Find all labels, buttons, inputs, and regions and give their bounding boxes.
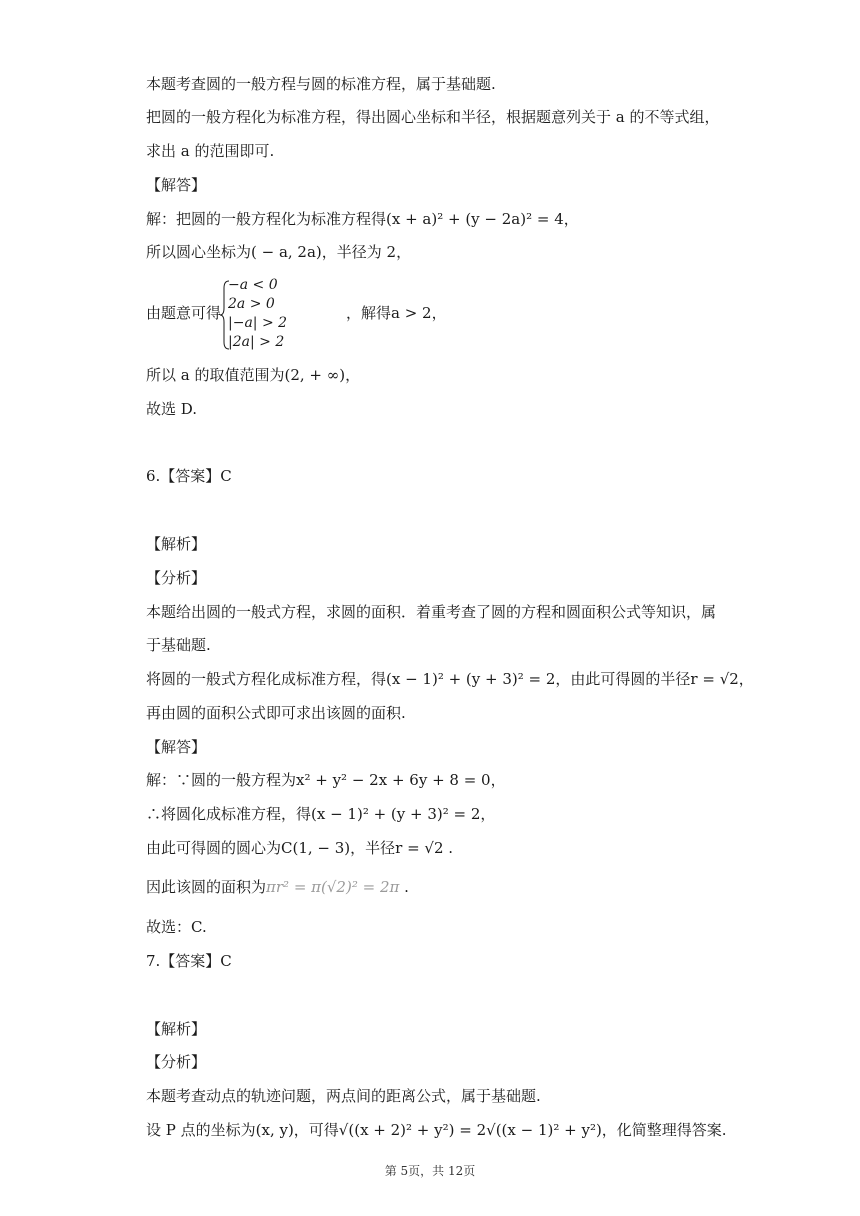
line-8: 所以 a 的取值范围为(2, + ∞)， bbox=[146, 366, 361, 384]
line-13: 本题给出圆的一般式方程，求圆的面积．着重考查了圆的方程和圆面积公式等知识，属 bbox=[146, 603, 717, 621]
line-2: 把圆的一般方程化为标准方程，得出圆心坐标和半径，根据题意列关于 a 的不等式组， bbox=[146, 108, 720, 126]
area-end: . bbox=[399, 878, 409, 896]
line-19: ∴将圆化成标准方程，得(x − 1)² + (y + 3)² = 2， bbox=[146, 805, 496, 823]
section-heading-breakdown: 【分析】 bbox=[146, 569, 207, 587]
system-label: 由题意可得 bbox=[146, 304, 222, 322]
line-27: 设 P 点的坐标为(x, y)，可得√((x + 2)² + y²) = 2√((x − 1)² + y²)，化简整理得答案. bbox=[146, 1121, 727, 1139]
line-9: 故选 D. bbox=[146, 400, 198, 418]
line-22: 故选：C. bbox=[146, 918, 207, 936]
line-3: 求出 a 的范围即可. bbox=[146, 142, 275, 160]
system-row-2: 2a > 0 bbox=[228, 296, 275, 312]
line-1: 本题考查圆的一般方程与圆的标准方程，属于基础题. bbox=[146, 75, 496, 93]
line-16: 再由圆的面积公式即可求出该圆的面积. bbox=[146, 704, 406, 722]
page-footer: 第 5页，共 12页 bbox=[384, 1164, 476, 1178]
section-heading-breakdown-2: 【分析】 bbox=[146, 1053, 207, 1071]
section-heading-analysis: 【解析】 bbox=[146, 535, 207, 553]
system-row-1: −a < 0 bbox=[228, 277, 278, 293]
line-6: 所以圆心坐标为( − a, 2a)，半径为 2， bbox=[146, 243, 412, 261]
line-21 bbox=[146, 876, 409, 898]
answer-6: 6.【答案】C bbox=[146, 467, 232, 485]
line-5: 解：把圆的一般方程化为标准方程得(x + a)² + (y − 2a)² = 4， bbox=[146, 210, 579, 228]
line-18: 解：∵圆的一般方程为x² + y² − 2x + 6y + 8 = 0， bbox=[146, 771, 506, 789]
system-result: ，解得a > 2， bbox=[346, 304, 447, 322]
line-14: 于基础题. bbox=[146, 636, 211, 654]
line-15: 将圆的一般式方程化成标准方程，得(x − 1)² + (y + 3)² = 2，由此可得圆的半径r = √2， bbox=[146, 670, 754, 688]
system-row-4: |2a| > 2 bbox=[228, 334, 285, 350]
section-heading-solution-2: 【解答】 bbox=[146, 738, 207, 756]
section-heading-analysis-2: 【解析】 bbox=[146, 1020, 207, 1038]
line-20: 由此可得圆的圆心为C(1, − 3)，半径r = √2 . bbox=[146, 839, 454, 857]
area-formula: πr² = π(√2)² = 2π bbox=[266, 878, 400, 896]
section-heading-solution: 【解答】 bbox=[146, 176, 207, 194]
answer-7: 7.【答案】C bbox=[146, 952, 232, 970]
line-26: 本题考查动点的轨迹问题，两点间的距离公式，属于基础题. bbox=[146, 1087, 541, 1105]
area-text: 因此该圆的面积为 bbox=[146, 878, 267, 896]
system-row-3: |−a| > 2 bbox=[228, 315, 288, 331]
